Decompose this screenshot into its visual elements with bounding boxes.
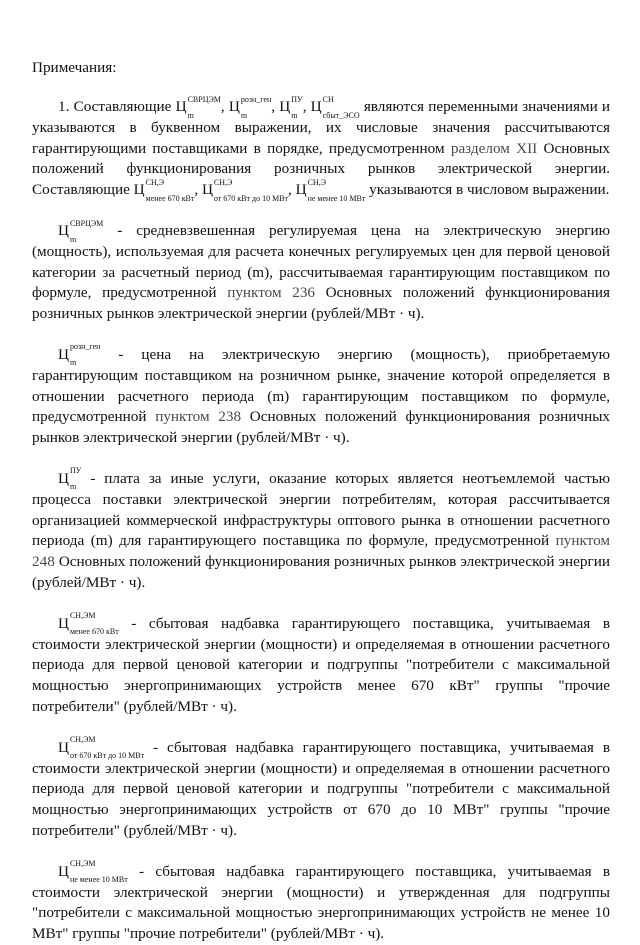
definition-text: - сбытовая надбавка гарантирующего поставщика, учитываемая в стоимости электрической энергии (мощности) и утвержденная для подгруппы "потребители с максимальной мощностью энергопринимающих устройств не менее 10 МВт" группы "прочие потребители" (рублей/МВт · ч).	[32, 862, 610, 943]
symbol-em-ge10: Ц СН,ЭМ не менее 10 МВт	[58, 859, 128, 885]
symbol-e-670-10: Ц СН,Э от 670 кВт до 10 МВт	[201, 177, 289, 203]
definition-text: - плата за иные услуги, оказание которых является неотъемлемой частью процесса поставки электрической энергии потребителям, которая рассчитывается организацией коммерческой инфраструктуры оптового рынка в отношении расчетного периода (m) для гарантирующего поставщика по формуле, предусмотренной	[32, 469, 610, 550]
symbol-e-lt670: Ц СН,Э менее 670 кВт	[133, 177, 195, 203]
symbol-sbyt-eso: Ц СН сбыт_ЭСО	[310, 94, 360, 120]
definition-em-lt670	[32, 611, 611, 718]
link-section-xii[interactable]: разделом XII	[450, 139, 538, 157]
definition-pu	[32, 466, 611, 594]
note-1-text-b: являются переменными значениями и указываются в буквенном выражении, их числовые значения рассчитываются гарантирующими поставщиками в порядке, предусмотренном	[32, 98, 611, 157]
definition-text: - сбытовая надбавка гарантирующего поставщика, учитываемая в стоимости электрической энергии (мощности) и определяемая в отношении расчетного периода для первой ценовой категории и подгруппы "потребители с максимальной мощностью энергопринимающих устройств менее 670 кВт" группы "прочие потребители" (рублей/МВт · ч).	[32, 614, 611, 715]
definition-em-670-10	[32, 735, 611, 842]
definition-text: - цена на электрическую энергию (мощность), приобретаемую гарантирующим поставщиком на розничном рынке, значение которой определяется в отношении расчетного периода (m) гарантирующим поставщиком по формуле, предусмотренной	[32, 345, 611, 426]
definition-text: - сбытовая надбавка гарантирующего поставщика, учитываемая в стоимости электрической энергии (мощности) и определяемая в отношении расчетного периода для первой ценовой категории и подгруппы "потребители с максимальной мощностью энергопринимающих устройств от 670 до 10 МВт" группы "прочие потребители" (рублей/МВт · ч).	[32, 738, 611, 839]
symbol-em-lt670: Ц СН,ЭМ менее 670 кВт	[58, 611, 119, 637]
document-page	[32, 58, 610, 945]
definition-text: Основных положений функционирования розничных рынков электрической энергии (рублей/МВт · ч).	[32, 553, 611, 591]
symbol-svrcem: Ц СВРЦЭМ m	[58, 218, 104, 244]
symbol-rozn-gen: Ц розн_ген m	[228, 94, 272, 120]
symbol-pu: Ц ПУ m	[58, 466, 82, 492]
link-point-236[interactable]: пунктом 236	[227, 284, 316, 302]
definition-em-ge10	[32, 859, 610, 945]
definition-svrcem	[32, 218, 610, 325]
note-1-text-d: указываются в числовом выражении.	[369, 181, 610, 199]
definition-text: - средневзвешенная регулируемая цена на электрическую энергию (мощность), используемая для расчета конечных регулируемых цен для первой ценовой категории за расчетный период (m), рассчитываемая гарантирующим поставщиком по формуле, предусмотренной	[32, 221, 610, 302]
symbol-pu: Ц ПУ m	[279, 94, 303, 120]
definition-rozn-gen	[32, 342, 611, 449]
note-1: 1. Составляющие Ц СВРЦЭМ m , Ц розн_ген m , Ц ПУ m , Ц СН сбыт_ЭСО являются переменными значениями и указываются в буквенном выражении, их числовые значения рассчитываются гарантирующими поставщиками в порядке, предусмотренном разделом XII Основных положений функционирования розничных рынков электрической энергии. Составляющие Ц СН,Э менее 670 кВт , Ц СН,Э от 670 кВт до 10 МВт , Ц СН,Э не менее 10 МВт указываются в числовом выражении.	[32, 94, 611, 203]
symbol-em-670-10: Ц СН,ЭМ от 670 кВт до 10 МВт	[58, 735, 145, 761]
symbol-svrcem: Ц СВРЦЭМ m	[175, 94, 221, 120]
definition-text: Основных положений функционирования розничных рынков электрической энергии (рублей/МВт · ч).	[32, 408, 610, 447]
note-1-text-c: Основных положений функционирования розничных рынков электрической энергии. Составляющие	[32, 139, 611, 199]
notes-heading: Примечания:	[32, 59, 117, 76]
symbol-rozn-gen: Ц розн_ген m	[58, 342, 101, 368]
note-1-lead: 1. Составляющие	[58, 98, 172, 115]
symbol-e-ge10: Ц СН,Э не менее 10 МВт	[295, 177, 366, 203]
definition-text: Основных положений функционирования розничных рынков электрической энергии (рублей/МВт · ч).	[32, 284, 610, 323]
link-point-238[interactable]: пунктом 238	[155, 408, 242, 426]
link-point-248[interactable]: пунктом 248	[32, 532, 610, 571]
